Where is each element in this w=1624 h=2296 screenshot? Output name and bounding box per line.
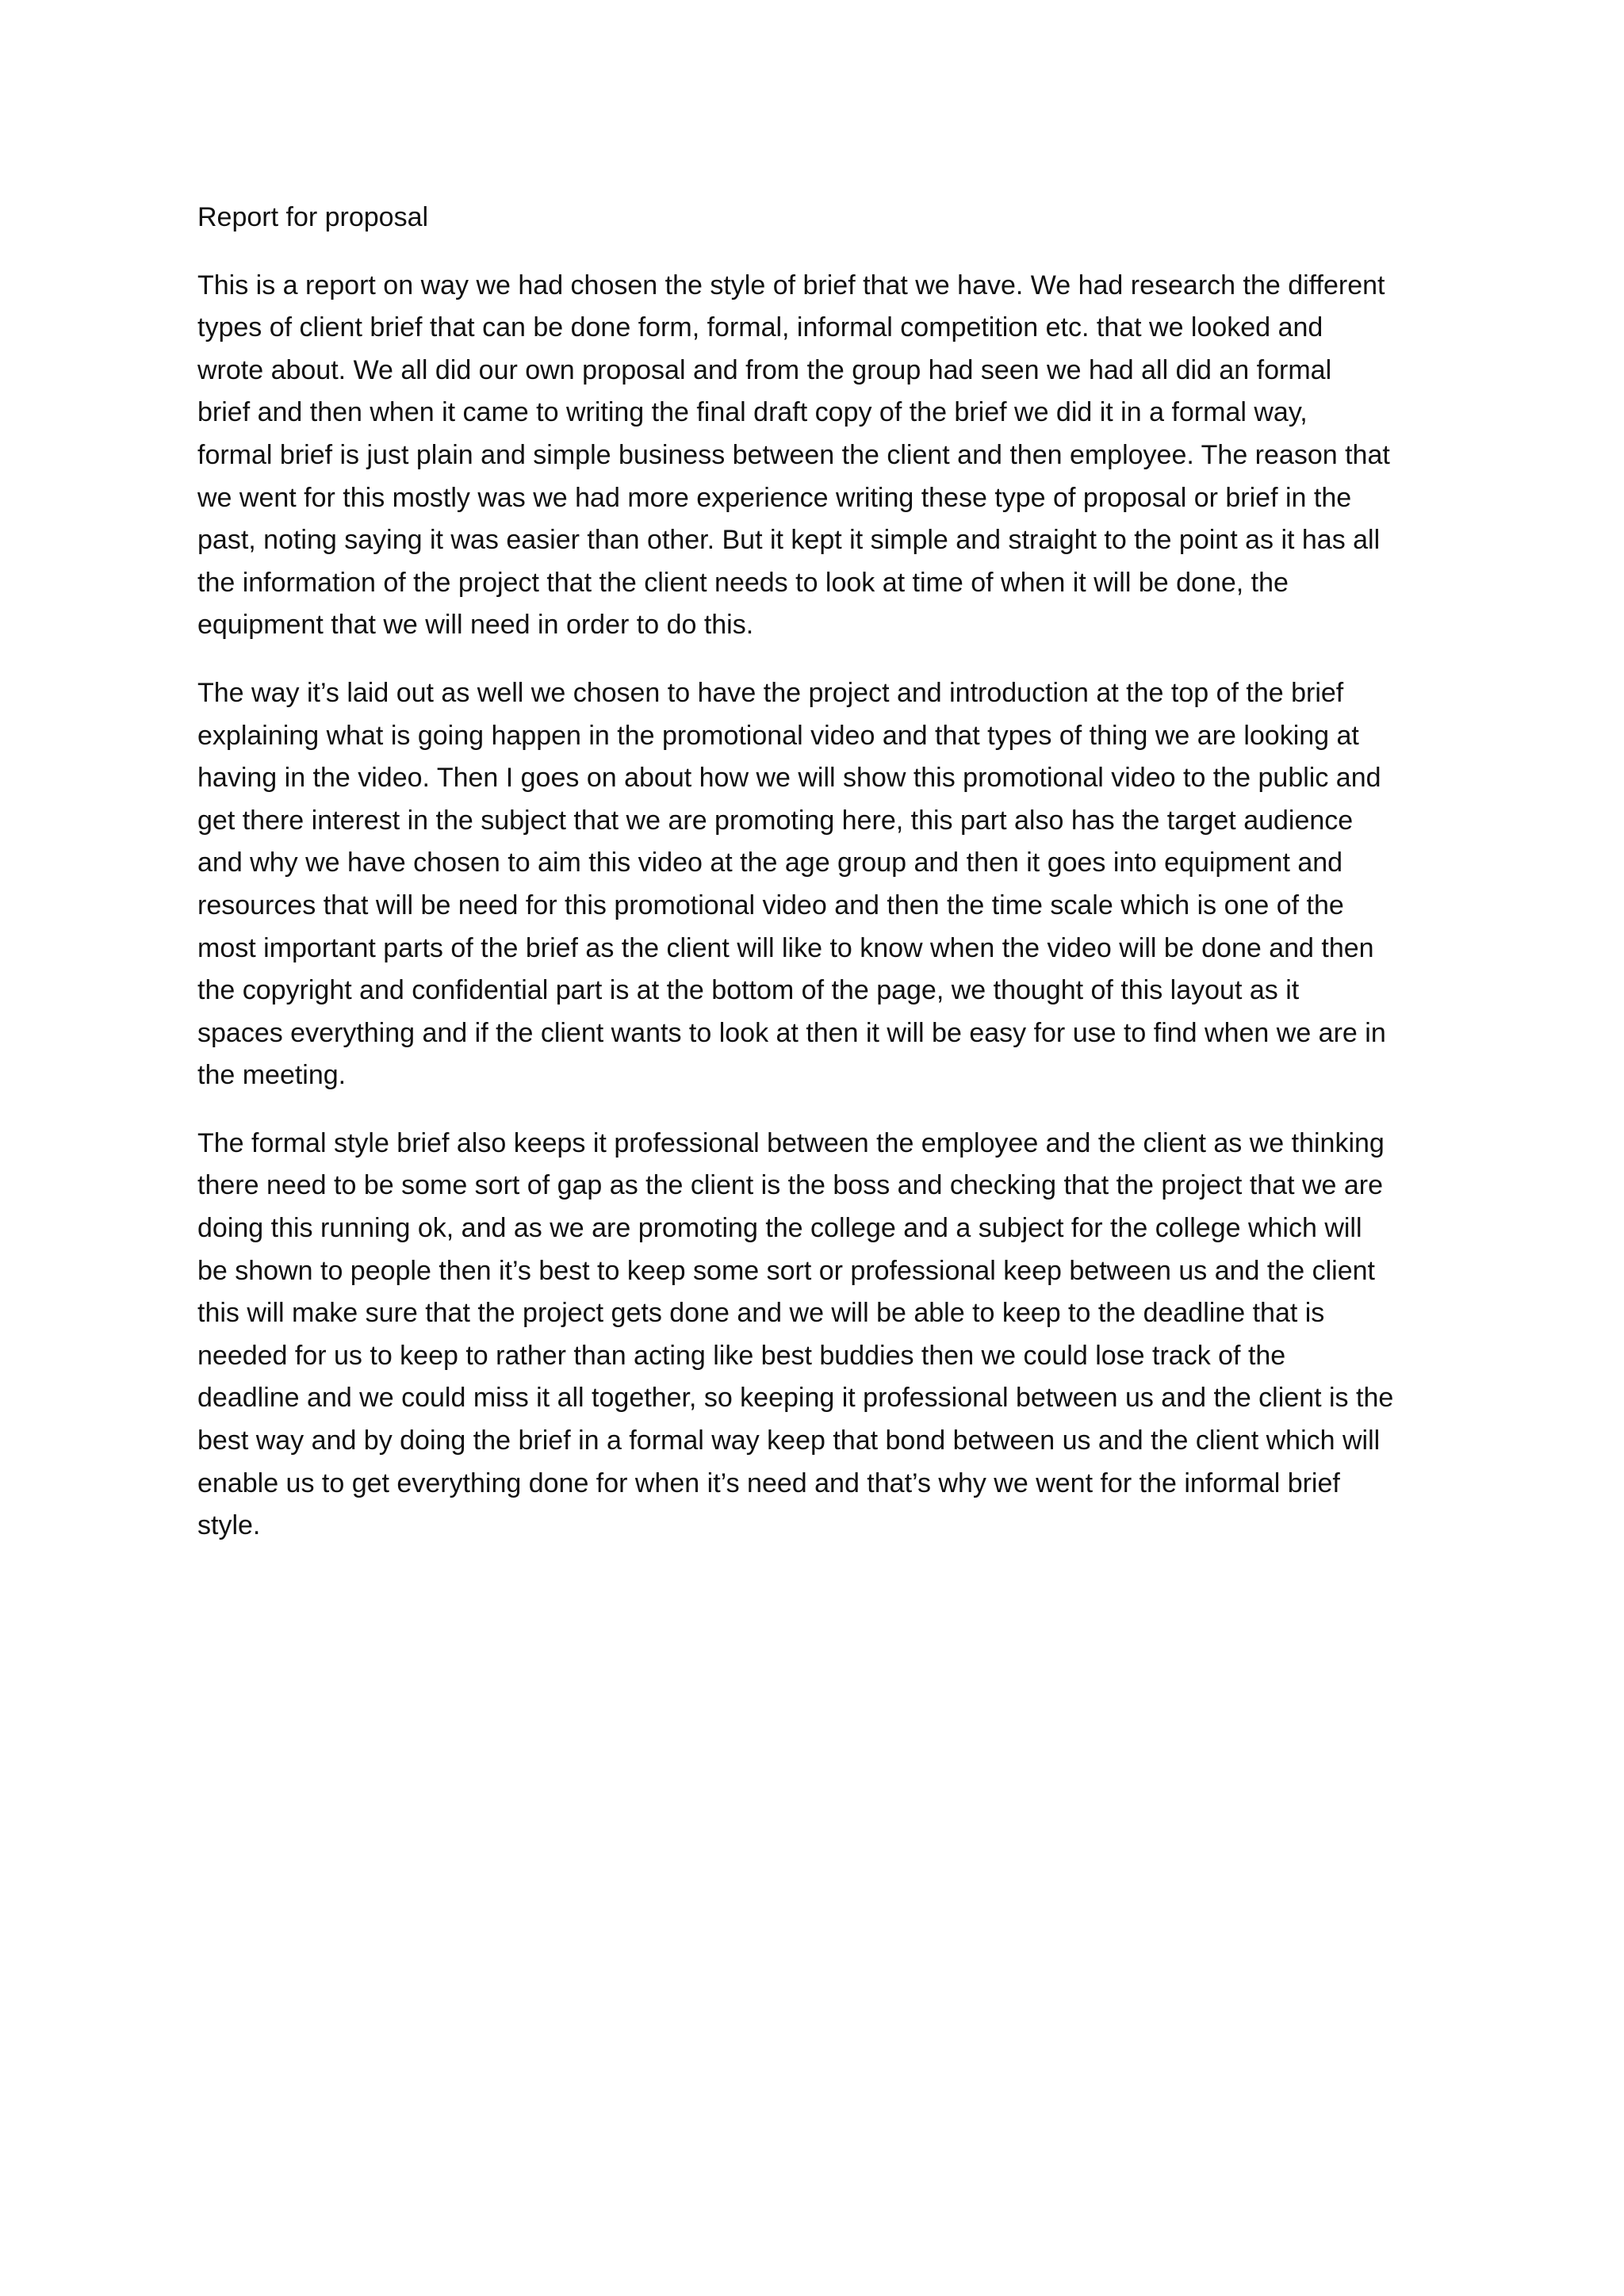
paragraph-2 [197, 672, 1450, 1097]
paragraph-line: resources that will be need for this promotional video and then the time scale which is one of the [197, 890, 1344, 920]
paragraph-1 [197, 265, 1450, 647]
paragraph-line: we went for this mostly was we had more experience writing these type of proposal or brief in the [197, 482, 1352, 513]
paragraph-line: and why we have chosen to aim this video at the age group and then it goes into equipment and [197, 848, 1343, 878]
paragraph-line: doing this running ok, and as we are promoting the college and a subject for the college which will [197, 1213, 1362, 1244]
paragraph-line: there need to be some sort of gap as the client is the boss and checking that the project that we are [197, 1170, 1384, 1201]
paragraph-line: wrote about. We all did our own proposal and from the group had seen we had all did an formal [197, 354, 1332, 385]
paragraph-line: needed for us to keep to rather than acting like best buddies then we could lose track of the [197, 1340, 1286, 1371]
paragraph-line: most important parts of the brief as the client will like to know when the video will be done and then [197, 932, 1374, 963]
paragraph-line: The way it’s laid out as well we chosen to have the project and introduction at the top of the brief [197, 677, 1344, 708]
paragraph-line: the information of the project that the client needs to look at time of when it will be done, the [197, 567, 1289, 598]
paragraph-line: explaining what is going happen in the promotional video and that types of thing we are looking at [197, 720, 1359, 751]
paragraph-line: best way and by doing the brief in a formal way keep that bond between us and the client which will [197, 1425, 1381, 1456]
paragraph-line: this will make sure that the project gets done and we will be able to keep to the deadline that is [197, 1298, 1325, 1329]
paragraph-line: get there interest in the subject that we are promoting here, this part also has the target audience [197, 805, 1354, 836]
paragraph-line: deadline and we could miss it all together, so keeping it professional between us and the client is the [197, 1383, 1394, 1414]
paragraph-line: the meeting. [197, 1060, 347, 1091]
paragraph-line: be shown to people then it’s best to keep some sort or professional keep between us and the client [197, 1255, 1375, 1286]
paragraph-line: style. [197, 1510, 261, 1541]
paragraph-line: This is a report on way we had chosen the style of brief that we have. We had research the different [197, 270, 1385, 300]
paragraph-line: the copyright and confidential part is at the bottom of the page, we thought of this layout as it [197, 975, 1300, 1006]
paragraph-line: brief and then when it came to writing the final draft copy of the brief we did it in a formal way, [197, 397, 1308, 428]
paragraph-line: enable us to get everything done for when it’s need and that’s why we went for the informal brief [197, 1468, 1340, 1498]
paragraph-line: spaces everything and if the client wants to look at then it will be easy for use to find when we are in [197, 1017, 1386, 1048]
paragraph-3 [197, 1123, 1450, 1548]
paragraph-line: formal brief is just plain and simple business between the client and then employee. The reason that [197, 439, 1390, 470]
document-title: Report for proposal [197, 202, 429, 232]
paragraph-line: equipment that we will need in order to do this. [197, 610, 754, 641]
document-body [197, 197, 1450, 1573]
paragraph-line: having in the video. Then I goes on about how we will show this promotional video to the public and [197, 763, 1381, 794]
paragraph-line: past, noting saying it was easier than other. But it kept it simple and straight to the point as it has all [197, 525, 1381, 556]
paragraph-line: types of client brief that can be done form, formal, informal competition etc. that we looked and [197, 312, 1323, 343]
paragraph-line: The formal style brief also keeps it professional between the employee and the client as we thinking [197, 1127, 1385, 1158]
